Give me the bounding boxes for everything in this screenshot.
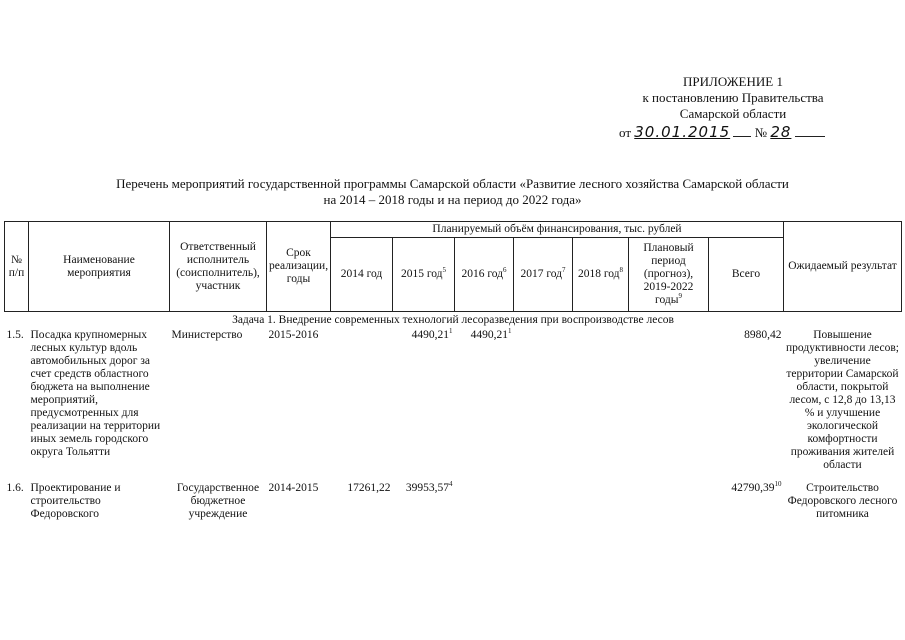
table-row bbox=[5, 327, 902, 472]
table-row bbox=[5, 472, 902, 521]
row-total: 42790,39$^{10}$ bbox=[731, 480, 782, 494]
header-2014: 2014 год bbox=[331, 238, 393, 312]
header-funding: Планируемый объём финансирования, тыс. рублей bbox=[331, 222, 784, 238]
date-prefix: от bbox=[619, 125, 632, 140]
row-2018 bbox=[573, 472, 629, 521]
row-plan bbox=[629, 327, 709, 472]
handwritten-date: 30.01.2015 bbox=[634, 123, 731, 141]
row-result: Повышение продуктивности лесов; увеличение территории Самарской области, покрытой лесом, с 12,8 до 13,13 % и улучшение экологической комфортности проживания жителей области bbox=[786, 329, 899, 471]
row-num: 1.5. bbox=[6, 329, 24, 341]
row-result: Строительство Федоровского лесного питомника bbox=[787, 482, 898, 520]
row-2015: 39953,57$^4$ bbox=[405, 480, 453, 494]
row-2015: 4490,21$^1$ bbox=[411, 327, 453, 341]
row-responsible: Государственное бюджетное учреждение bbox=[176, 482, 260, 520]
task-title: Задача 1. Внедрение современных технологий лесоразведения при воспроизводстве лесов bbox=[232, 314, 674, 326]
header-plan-period: Плановый период (прогноз), 2019-2022 годы$^9$ bbox=[629, 238, 709, 312]
row-num: 1.6. bbox=[6, 482, 24, 494]
annex-header bbox=[608, 74, 858, 122]
row-2016: 4490,21$^1$ bbox=[470, 327, 512, 341]
row-2014 bbox=[331, 327, 393, 472]
row-2014: 17261,22 bbox=[347, 482, 391, 494]
row-plan bbox=[629, 472, 709, 521]
row-name: Проектирование и строительство Федоровского bbox=[30, 482, 121, 520]
row-2017 bbox=[514, 472, 573, 521]
header-2017: 2017 год$^7$ bbox=[514, 238, 573, 312]
row-2016 bbox=[455, 472, 514, 521]
number-label: № bbox=[754, 125, 768, 140]
header-responsible: Ответственный исполнитель (соисполнитель), участник bbox=[170, 222, 267, 312]
annex-subtitle: к постановлению Правительства bbox=[642, 90, 824, 105]
row-2018 bbox=[573, 327, 629, 472]
task-row bbox=[5, 312, 902, 328]
title-line-2: на 2014 – 2018 годы и на период до 2022 года» bbox=[323, 192, 582, 207]
header-result: Ожидаемый результат bbox=[784, 222, 902, 312]
row-term: 2014-2015 bbox=[268, 482, 319, 494]
header-num: № п/п bbox=[5, 222, 29, 312]
header-2018: 2018 год$^8$ bbox=[573, 238, 629, 312]
annex-title: ПРИЛОЖЕНИЕ 1 bbox=[683, 74, 783, 89]
title-line-1: Перечень мероприятий государственной программы Самарской области «Развитие лесного хозяйства Самарской области bbox=[116, 176, 789, 191]
header-2016: 2016 год$^6$ bbox=[455, 238, 514, 312]
row-total: 8980,42 bbox=[744, 329, 782, 341]
header-total: Всего bbox=[709, 238, 784, 312]
header-name: Наименование мероприятия bbox=[29, 222, 170, 312]
row-term: 2015-2016 bbox=[268, 329, 319, 341]
measures-table bbox=[4, 221, 902, 521]
annex-date-line bbox=[619, 123, 834, 142]
row-2017 bbox=[514, 327, 573, 472]
handwritten-number: 28 bbox=[770, 123, 792, 141]
document-title bbox=[0, 176, 905, 208]
header-2015: 2015 год$^5$ bbox=[393, 238, 455, 312]
header-term: Срок реализации, годы bbox=[267, 222, 331, 312]
row-responsible: Министерство bbox=[171, 329, 243, 341]
annex-region: Самарской области bbox=[679, 106, 787, 121]
row-name: Посадка крупномерных лесных культур вдоль автомобильных дорог за счет средств областного бюджета на выполнение мероприятий, предусмотренных для реализации на территории иных земель городского округа Тольятти bbox=[30, 329, 161, 458]
